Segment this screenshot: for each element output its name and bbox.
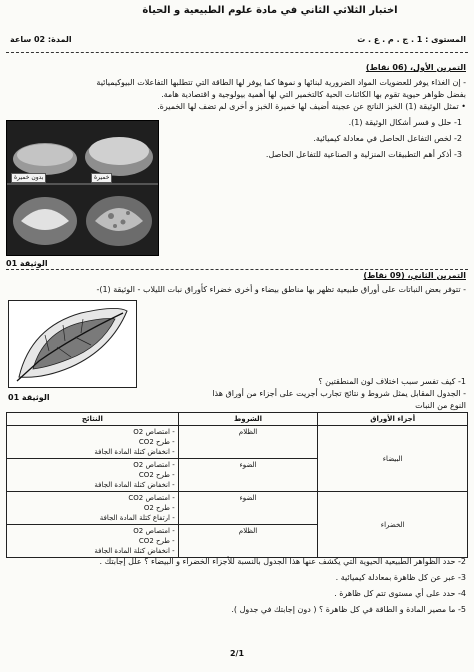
condition-cell: الضوء <box>178 459 318 492</box>
result-line: - امتصاص O2 <box>133 428 175 436</box>
exercise2-question-4: 4- حدد على أي مستوى تتم كل ظاهرة . <box>334 589 466 598</box>
exercise1-question-3: 3- أذكر أهم التطبيقات المنزلية و الصناعية للتفاعل الحاصل. <box>265 150 462 159</box>
table-header-row <box>7 413 468 426</box>
leaf-drawing <box>8 300 137 388</box>
photo-label-yeast: خميرة <box>91 173 112 183</box>
exam-title: اختبار الثلاثي الثاني في مادة علوم الطبيعية و الحياة <box>142 5 398 16</box>
header-divider <box>6 52 468 53</box>
result-line: - انخفاض كتلة المادة الجافة <box>94 481 175 489</box>
table-row <box>7 426 468 459</box>
exercise1-intro-line2: بفضل ظواهر حيوية تقوم بها الكائنات الحية كالتخمير التي لها أهمية بيولوجية و اقتصادية هامة. <box>161 90 466 99</box>
exercise1-intro-line1: - إن الغذاء يوفر للعضويات المواد الضرورية لبنائها و نموها كما يوفر لها الطاقة التي تتطلبها التفاعلات البيوكيميائية <box>96 78 466 87</box>
bread-photo-drawing <box>7 121 158 255</box>
condition-cell: الظلام <box>178 525 318 558</box>
exercise1-question-1: 1- حلل و فسر أشكال الوثيقة (1). <box>348 118 462 127</box>
header-results: النتائج <box>7 413 179 426</box>
bread-photo <box>6 120 159 256</box>
result-line: - امتصاص O2 <box>133 527 175 535</box>
results-cell <box>7 426 179 459</box>
table-row <box>7 492 468 525</box>
exercise1-doc-label: الوثيقة 01 <box>6 259 48 268</box>
header-leaf-parts: أجزاء الأوراق <box>318 413 468 426</box>
exercise2-intro: - تتوفر بعض النباتات على أوراق طبيعية تظهر بها مناطق بيضاء و أخرى خضراء كأوراق نبات الليلاب - الوثيقة (1)- <box>96 285 466 294</box>
exam-duration: المدة: 02 ساعة <box>10 35 72 44</box>
exercise2-question-3: 3- عبر عن كل ظاهرة بمعادلة كيميائية . <box>335 573 466 582</box>
result-line: - انخفاض كتلة المادة الجافة <box>94 547 175 555</box>
table-intro-line1: - الجدول المقابل يمثل شروط و نتائج تجارب أجريت على أجزاء من أوراق هذا <box>212 389 466 398</box>
header-conditions: الشروط <box>178 413 318 426</box>
condition-cell: الظلام <box>178 426 318 459</box>
exercise2-doc-label: الوثيقة 01 <box>8 393 50 402</box>
table-intro-line2: النوع من النبات <box>415 401 466 410</box>
exercise1-question-2: 2- لخص التفاعل الحاصل في معادلة كيميائية. <box>313 134 462 143</box>
result-line: - ارتفاع كتلة المادة الجافة <box>99 514 175 522</box>
experiment-table <box>6 412 468 558</box>
exercise1-intro-line3: • تمثل الوثيقة (1) الخبز الناتج عن عجينة أضيف لها خميرة الخبز و أخرى لم تضف لها الخميرة. <box>157 102 466 111</box>
results-cell <box>7 525 179 558</box>
photo-label-without-yeast: بدون خميرة <box>11 173 46 183</box>
part-green: الخضراء <box>318 492 468 558</box>
result-line: - طرح CO2 <box>138 438 175 446</box>
condition-cell: الضوء <box>178 492 318 525</box>
exam-level: المستوى : 1 . ج . م . ع . ت <box>357 35 466 44</box>
result-line: - طرح CO2 <box>138 537 175 545</box>
result-line: - طرح CO2 <box>138 471 175 479</box>
exercise2-question-5: 5- ما مصير المادة و الطاقة في كل ظاهرة ؟ ( دون إجابتك في جدول ). <box>231 605 466 614</box>
exercise2-heading: التمرين الثاني، (09 نقاط) <box>363 271 466 280</box>
exercise2-question-1: 1- كيف تفسر سبب اختلاف لون المنطقتين ؟ <box>318 377 466 386</box>
result-line: - امتصاص O2 <box>133 461 175 469</box>
results-cell <box>7 492 179 525</box>
result-line: - امتصاص CO2 <box>128 494 175 502</box>
exercise2-question-2: 2- حدد الظواهر الطبيعية الحيوية التي يكشف عنها هذا الجدول بالنسبة للأجزاء الخضراء و البيضاء ؟ علل إجابتك . <box>99 557 466 566</box>
part-white: البيضاء <box>318 426 468 492</box>
result-line: - انخفاض كتلة المادة الجافة <box>94 448 175 456</box>
results-cell <box>7 459 179 492</box>
leaf-drawing-svg <box>9 301 136 387</box>
result-line: - طرح O2 <box>143 504 175 512</box>
page-number: 2/1 <box>229 649 245 658</box>
exercise1-heading: التمرين الأول، (06 نقاط) <box>365 63 466 72</box>
